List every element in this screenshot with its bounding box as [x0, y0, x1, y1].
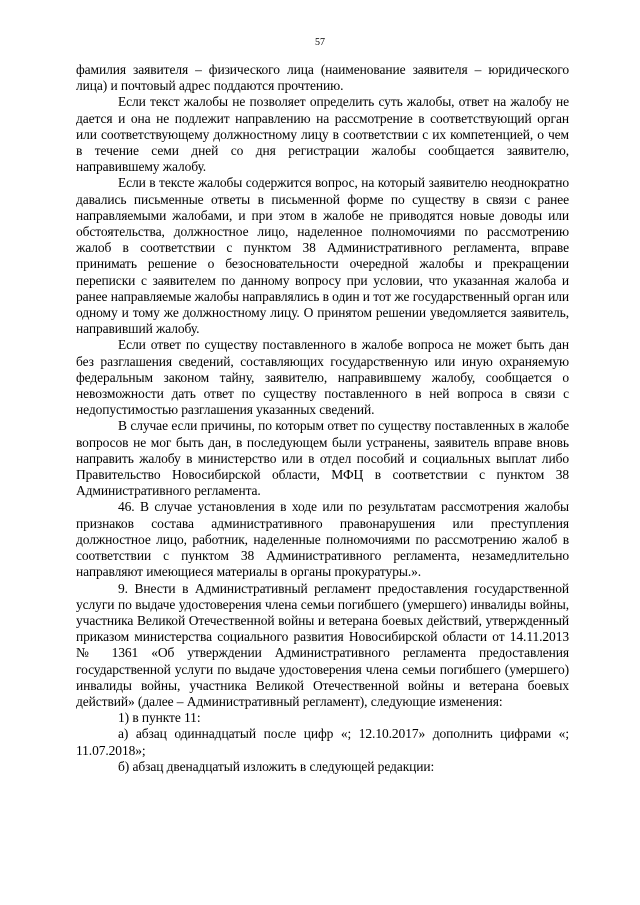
paragraph-item-46: 46. В случае установления в ходе или по результатам рассмотрения жалобы признаков состава административного правонарушения или преступления должностное лицо, работник, наделенные полномочиями по рассмотрению жалоб в соответствии с пунктом 38 Административного регламента, незамедлительно направляют имеющиеся материалы в органы прокуратуры.». [76, 499, 569, 580]
paragraph-secret-info: Если ответ по существу поставленного в жалобе вопроса не может быть дан без разглашения сведений, составляющих государственную или иную охраняемую федеральным законом тайну, заявителю, направившему жалобу, сообщается о невозможности дать ответ по существу поставленного в ней вопроса в связи с недопустимостью разглашения указанных сведений. [76, 337, 569, 418]
paragraph-reasons-removed: В случае если причины, по которым ответ по существу поставленных в жалобе вопросов не мог быть дан, в последующем были устранены, заявитель вправе вновь направить жалобу в министерство или в отдел пособий и социальных выплат либо Правительство Новосибирской области, МФЦ в соответствии с пунктом 38 Административного регламента. [76, 418, 569, 499]
page-number: 57 [315, 37, 325, 48]
paragraph-subitem-b: б) абзац двенадцатый изложить в следующей редакции: [118, 758, 435, 774]
paragraph-text-unclear: Если текст жалобы не позволяет определить суть жалобы, ответ на жалобу не дается и она не подлежит направлению на рассмотрение в соответствующий орган или соответствующему должностному лицу в соответствии с их компетенцией, о чем в течение семи дней со дня регистрации жалобы сообщается заявителю, направившему жалобу. [76, 94, 569, 175]
paragraph-subitem-a: а) абзац одиннадцатый после цифр «; 12.10.2017» дополнить цифрами «; 11.07.2018»; [76, 726, 569, 758]
document-body [76, 62, 569, 775]
paragraph-subitem-1: 1) в пункте 11: [118, 710, 201, 726]
paragraph-item-9: 9. Внести в Административный регламент предоставления государственной услуги по выдаче удостоверения члена семьи погибшего (умершего) инвалиды войны, участника Великой Отечественной войны и ветерана боевых действий, утвержденный приказом министерства социального развития Новосибирской области от 14.11.2013 № 1361 «Об утверждении Административного регламента предоставления государственной услуги по выдаче удостоверения члена семьи погибшего (умершего) инвалиды войны, участника Великой Отечественной войны и ветерана боевых действий» (далее – Административный регламент), следующие изменения: [76, 580, 569, 709]
paragraph-repeated-question: Если в тексте жалобы содержится вопрос, на который заявителю неоднократно давались письменные ответы в письменной форме по существу в связи с ранее направляемыми жалобами, и при этом в жалобе не приводятся новые доводы или обстоятельства, должностное лицо, наделенное полномочиями по рассмотрению жалоб в соответствии с пунктом 38 Административного регламента, вправе принимать решение о безосновательности очередной жалобы и прекращении переписки с заявителем по данному вопросу при условии, что указанная жалоба и ранее направляемые жалобы направлялись в один и тот же государственный орган или одному и тому же должностному лицу. О принятом решении уведомляется заявитель, направивший жалобу. [76, 175, 569, 337]
paragraph-applicant-name: фамилия заявителя – физического лица (наименование заявителя – юридического лица) и почтовый адрес поддаются прочтению. [76, 62, 569, 94]
